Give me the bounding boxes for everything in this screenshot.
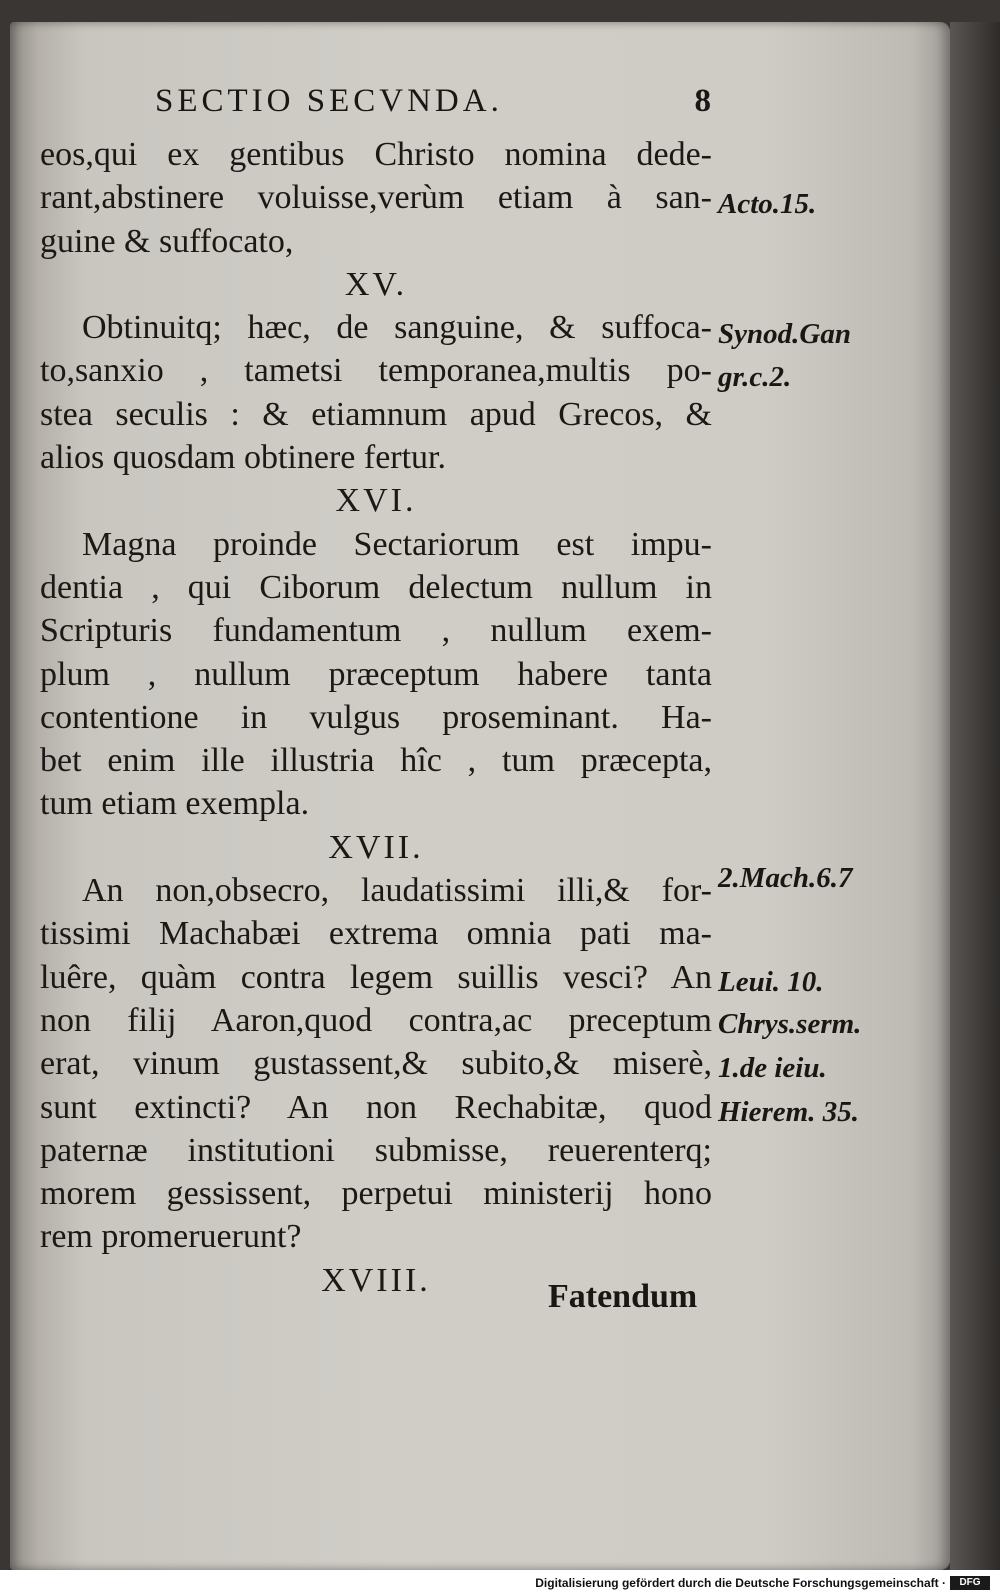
text-line: Obtinuitq; hæc, de sanguine, & suffoca- — [82, 309, 712, 347]
text-line: to,sanxio , tametsi temporanea,multis po- — [40, 352, 712, 390]
dfg-logo: DFG — [950, 1576, 990, 1590]
text-line: tissimi Machabæi extrema omnia pati ma- — [40, 915, 712, 953]
margin-note-chrysostom-sermon: 1.de ieiu. — [718, 1052, 827, 1084]
funding-notice: Digitalisierung gefördert durch die Deutsche Forschungsgemeinschaft · — [535, 1576, 946, 1590]
margin-note-synod: Synod.Gan — [718, 318, 851, 350]
text-line: plum , nullum præceptum habere tanta — [40, 655, 712, 693]
footer-bar — [0, 1572, 1000, 1593]
text-line: eos,qui ex gentibus Christo nomina dede- — [40, 136, 712, 173]
text-line: non filij Aaron,quod contra,ac preceptum — [40, 1001, 712, 1039]
section-numeral: XV. — [344, 265, 408, 303]
book-edge — [950, 22, 1000, 1570]
text-line: paternæ institutioni submisse, reuerenterq; — [40, 1131, 712, 1169]
text-line: bet enim ille illustria hîc , tum præcepta, — [40, 742, 712, 780]
page-header — [155, 83, 715, 123]
folio-number: 8 — [694, 83, 715, 119]
text-line: stea seculis : & etiamnum apud Grecos, & — [40, 395, 712, 433]
text-line: contentione in vulgus proseminant. Ha- — [40, 698, 712, 736]
text-line: sunt extincti? An non Rechabitæ, quod — [40, 1088, 712, 1126]
text-line: Magna proinde Sectariorum est impu- — [82, 525, 712, 563]
section-numeral: XVI. — [335, 482, 417, 520]
margin-note-leviticus: Leui. 10. — [718, 966, 824, 998]
running-title: SECTIO SECVNDA. — [155, 83, 503, 119]
margin-note-chrysostom: Chrys.serm. — [718, 1008, 862, 1040]
section-numeral: XVII. — [328, 828, 424, 866]
text-line: dentia , qui Ciborum delectum nullum in — [40, 568, 712, 606]
main-text — [40, 133, 712, 1302]
catchword: Fatendum — [548, 1278, 698, 1315]
text-line: An non,obsecro, laudatissimi illi,& for- — [82, 872, 712, 910]
text-line: luêre, quàm contra legem suillis vesci? An — [40, 958, 712, 996]
text-line: morem gessissent, perpetui ministerij hono — [40, 1175, 712, 1213]
margin-note-acts: Acto.15. — [718, 188, 817, 220]
text-line: tum etiam exempla. — [40, 785, 310, 823]
section-numeral: XVIII. — [321, 1261, 431, 1299]
margin-note-synod-chapter: gr.c.2. — [718, 361, 792, 393]
text-line: Scripturis fundamentum , nullum exem- — [40, 612, 712, 650]
text-line: guine & suffocato, — [40, 222, 294, 260]
margin-note-jeremiah: Hierem. 35. — [718, 1096, 859, 1128]
text-line: erat, vinum gustassent,& subito,& miserè, — [40, 1045, 712, 1083]
text-line: rem promeruerunt? — [40, 1218, 302, 1256]
margin-note-maccabees: 2.Mach.6.7 — [718, 862, 853, 894]
text-line: rant,abstinere voluisse,verùm etiam à san- — [40, 179, 712, 217]
text-line: alios quosdam obtinere fertur. — [40, 439, 447, 477]
